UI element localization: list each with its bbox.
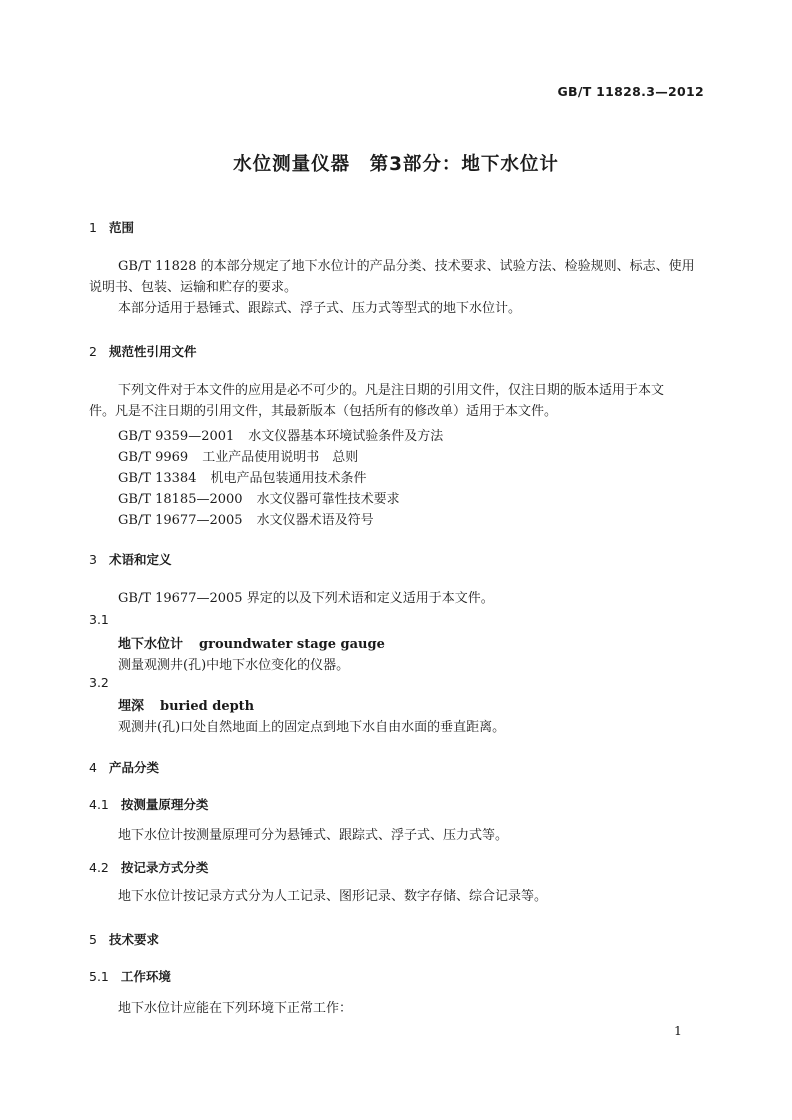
subsection-5-1-heading [89, 967, 171, 985]
section-number: 3 [89, 552, 97, 567]
paragraph-line: 下列文件对于本文件的应用是必不可少的。凡是注日期的引用文件，仅注日期的版本适用于本文 [118, 383, 665, 398]
reference-code: GB/T 13384 [118, 471, 197, 486]
document-title: 水位测量仪器 第3部分：地下水位计 [233, 154, 559, 175]
paragraph-line: 本部分适用于悬锤式、跟踪式、浮子式、压力式等型式的地下水位计。 [118, 301, 522, 316]
term-number: 3.2 [89, 675, 109, 690]
term-definition: 测量观测井(孔)中地下水位变化的仪器。 [118, 658, 350, 673]
section-2-heading [89, 342, 196, 360]
reference-item [118, 446, 358, 465]
section-4-heading [89, 758, 159, 776]
term-definition: 观测井(孔)口处自然地面上的固定点到地下水自由水面的垂直距离。 [118, 720, 506, 735]
section-title: 术语和定义 [108, 552, 172, 567]
standard-code: GB/T 11828.3—2012 [557, 84, 704, 99]
subsection-number: 4.2 [89, 860, 109, 875]
paragraph-line: 件。凡是不注日期的引用文件，其最新版本（包括所有的修改单）适用于本文件。 [89, 404, 558, 419]
reference-item [118, 488, 400, 507]
reference-code: GB/T 9969 [118, 450, 189, 465]
paragraph-line: 地下水位计按记录方式分为人工记录、图形记录、数字存储、综合记录等。 [118, 889, 548, 904]
reference-item [118, 425, 443, 444]
reference-title: 工业产品使用说明书 总则 [202, 450, 359, 465]
term-english: groundwater stage gauge [199, 637, 385, 652]
reference-title: 水文仪器基本环境试验条件及方法 [248, 429, 444, 444]
subsection-number: 5.1 [89, 969, 109, 984]
section-title: 技术要求 [108, 932, 159, 947]
paragraph-line: 地下水位计按测量原理可分为悬锤式、跟踪式、浮子式、压力式等。 [118, 828, 509, 843]
section-5-heading [89, 930, 159, 948]
paragraph-line: 地下水位计应能在下列环境下正常工作： [118, 1001, 353, 1016]
term-chinese: 地下水位计 [118, 637, 184, 652]
reference-code: GB/T 9359—2001 [118, 429, 235, 444]
paragraph-line: GB/T 19677—2005 界定的以及下列术语和定义适用于本文件。 [118, 591, 494, 606]
subsection-title: 工作环境 [120, 969, 171, 984]
subsection-number: 4.1 [89, 797, 109, 812]
reference-code: GB/T 19677—2005 [118, 513, 243, 528]
section-title: 规范性引用文件 [108, 344, 197, 359]
section-number: 1 [89, 220, 97, 235]
term-entry [118, 633, 385, 652]
reference-title: 水文仪器术语及符号 [256, 513, 374, 528]
term-chinese: 埋深 [118, 699, 145, 714]
section-3-heading [89, 550, 171, 568]
section-title: 范围 [108, 220, 134, 235]
subsection-title: 按测量原理分类 [120, 797, 209, 812]
section-number: 5 [89, 932, 97, 947]
section-number: 2 [89, 344, 97, 359]
subsection-4-1-heading [89, 795, 208, 813]
reference-title: 机电产品包装通用技术条件 [210, 471, 367, 486]
reference-title: 水文仪器可靠性技术要求 [256, 492, 400, 507]
reference-code: GB/T 18185—2000 [118, 492, 243, 507]
term-number: 3.1 [89, 612, 109, 627]
reference-item [118, 467, 367, 486]
reference-item [118, 509, 374, 528]
page-number: 1 [674, 1023, 682, 1038]
subsection-title: 按记录方式分类 [120, 860, 209, 875]
section-1-heading [89, 218, 134, 236]
term-entry [118, 695, 254, 714]
paragraph-line: GB/T 11828 的本部分规定了地下水位计的产品分类、技术要求、试验方法、检验规则、标志、使用 [118, 259, 695, 274]
term-english: buried depth [160, 699, 255, 714]
paragraph-line: 说明书、包装、运输和贮存的要求。 [89, 280, 298, 295]
subsection-4-2-heading [89, 858, 208, 876]
section-number: 4 [89, 760, 97, 775]
section-title: 产品分类 [108, 760, 159, 775]
